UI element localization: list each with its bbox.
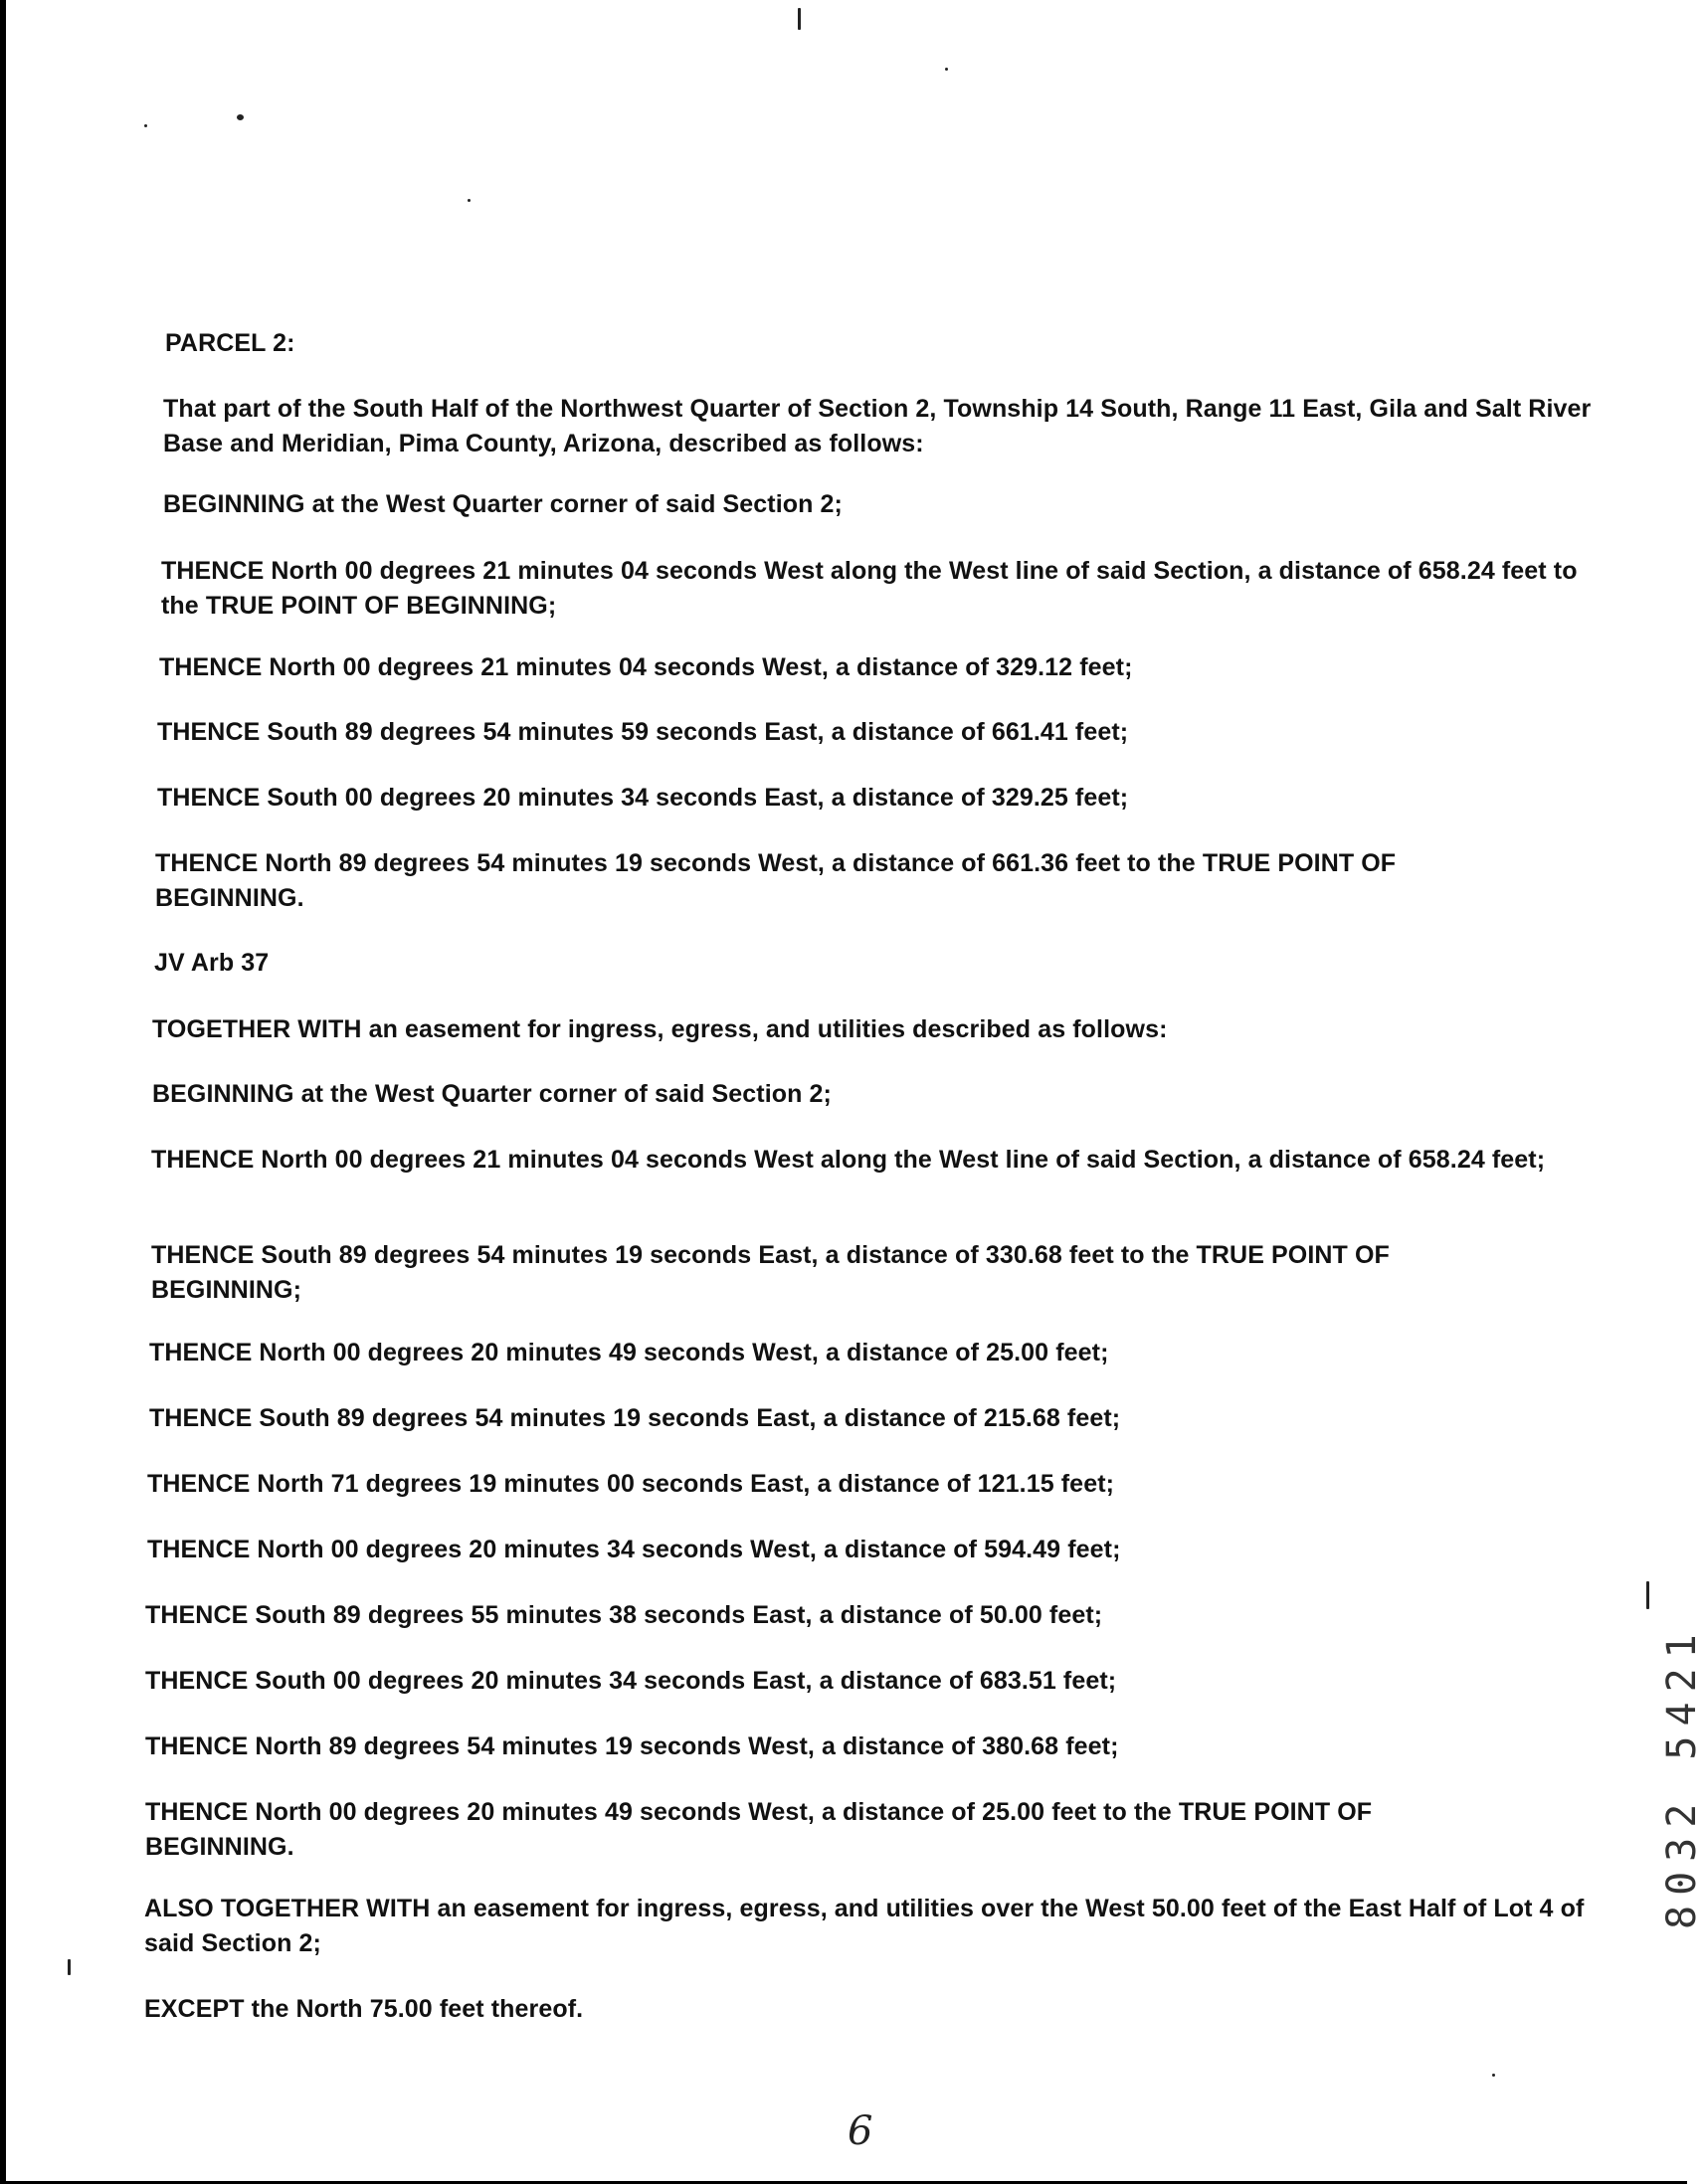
scan-speck [1646, 1581, 1649, 1609]
recording-stamp [1611, 1551, 1705, 1929]
paragraph-course: THENCE North 89 degrees 54 minutes 19 seconds West, a distance of 380.68 feet; [145, 1732, 1119, 1760]
paragraph-course: THENCE North 71 degrees 19 minutes 00 seconds East, a distance of 121.15 feet; [147, 1470, 1115, 1498]
paragraph-course: THENCE South 00 degrees 20 minutes 34 seconds East, a distance of 329.25 feet; [157, 784, 1129, 812]
scan-speck [237, 114, 244, 120]
paragraph-exception: EXCEPT the North 75.00 feet thereof. [144, 1995, 584, 2023]
scan-speck [1492, 2074, 1495, 2077]
paragraph-beginning: BEGINNING at the West Quarter corner of said Section 2; [163, 490, 843, 518]
paragraph-course: THENCE South 00 degrees 20 minutes 34 seconds East, a distance of 683.51 feet; [145, 1667, 1117, 1695]
page-number: 6 [848, 2108, 873, 2154]
paragraph-course: THENCE South 89 degrees 54 minutes 19 seconds East, a distance of 215.68 feet; [149, 1404, 1121, 1432]
paragraph-description: That part of the South Half of the Northwest Quarter of Section 2, Township 14 South, Range 11 East, Gila and Salt River Base and Meridian, Pima County, Arizona, described as follows: [163, 395, 1592, 457]
scan-edge-left [0, 0, 6, 2184]
paragraph-course: THENCE North 00 degrees 20 minutes 49 seconds West, a distance of 25.00 feet; [149, 1339, 1109, 1366]
scan-speck [468, 199, 471, 202]
paragraph-easement: ALSO TOGETHER WITH an easement for ingress, egress, and utilities over the West 50.00 feet of the East Half of Lot 4 of said Section 2; [144, 1895, 1585, 1957]
paragraph-course: THENCE South 89 degrees 55 minutes 38 seconds East, a distance of 50.00 feet; [145, 1601, 1103, 1629]
paragraph-course: THENCE North 00 degrees 21 minutes 04 seconds West along the West line of said Section, a distance of 658.24 feet to the TRUE POINT OF BEGINNING; [161, 557, 1578, 620]
scan-speck [68, 1959, 71, 1975]
paragraph-course: THENCE North 89 degrees 54 minutes 19 seconds West, a distance of 661.36 feet to the TRUE POINT OF BEGINNING. [155, 849, 1397, 912]
recording-stamp-text: 8032 5421 [1659, 1624, 1705, 1929]
paragraph-reference: JV Arb 37 [154, 949, 270, 977]
scan-speck [144, 124, 147, 127]
parcel-heading: PARCEL 2: [165, 329, 295, 357]
paragraph-course: THENCE North 00 degrees 21 minutes 04 seconds West along the West line of said Section, a distance of 658.24 feet; [151, 1146, 1546, 1174]
paragraph-easement: TOGETHER WITH an easement for ingress, egress, and utilities described as follows: [152, 1015, 1168, 1043]
scan-speck [798, 8, 801, 30]
paragraph-course: THENCE South 89 degrees 54 minutes 19 seconds East, a distance of 330.68 feet to the TRUE POINT OF BEGINNING; [151, 1241, 1390, 1304]
paragraph-course: THENCE North 00 degrees 20 minutes 34 seconds West, a distance of 594.49 feet; [147, 1536, 1121, 1563]
paragraph-course: THENCE South 89 degrees 54 minutes 59 seconds East, a distance of 661.41 feet; [157, 718, 1129, 746]
scan-speck [945, 68, 948, 71]
paragraph-course: THENCE North 00 degrees 20 minutes 49 seconds West, a distance of 25.00 feet to the TRUE POINT OF BEGINNING. [145, 1798, 1373, 1861]
paragraph-beginning: BEGINNING at the West Quarter corner of said Section 2; [152, 1080, 832, 1108]
paragraph-course: THENCE North 00 degrees 21 minutes 04 seconds West, a distance of 329.12 feet; [159, 653, 1133, 681]
